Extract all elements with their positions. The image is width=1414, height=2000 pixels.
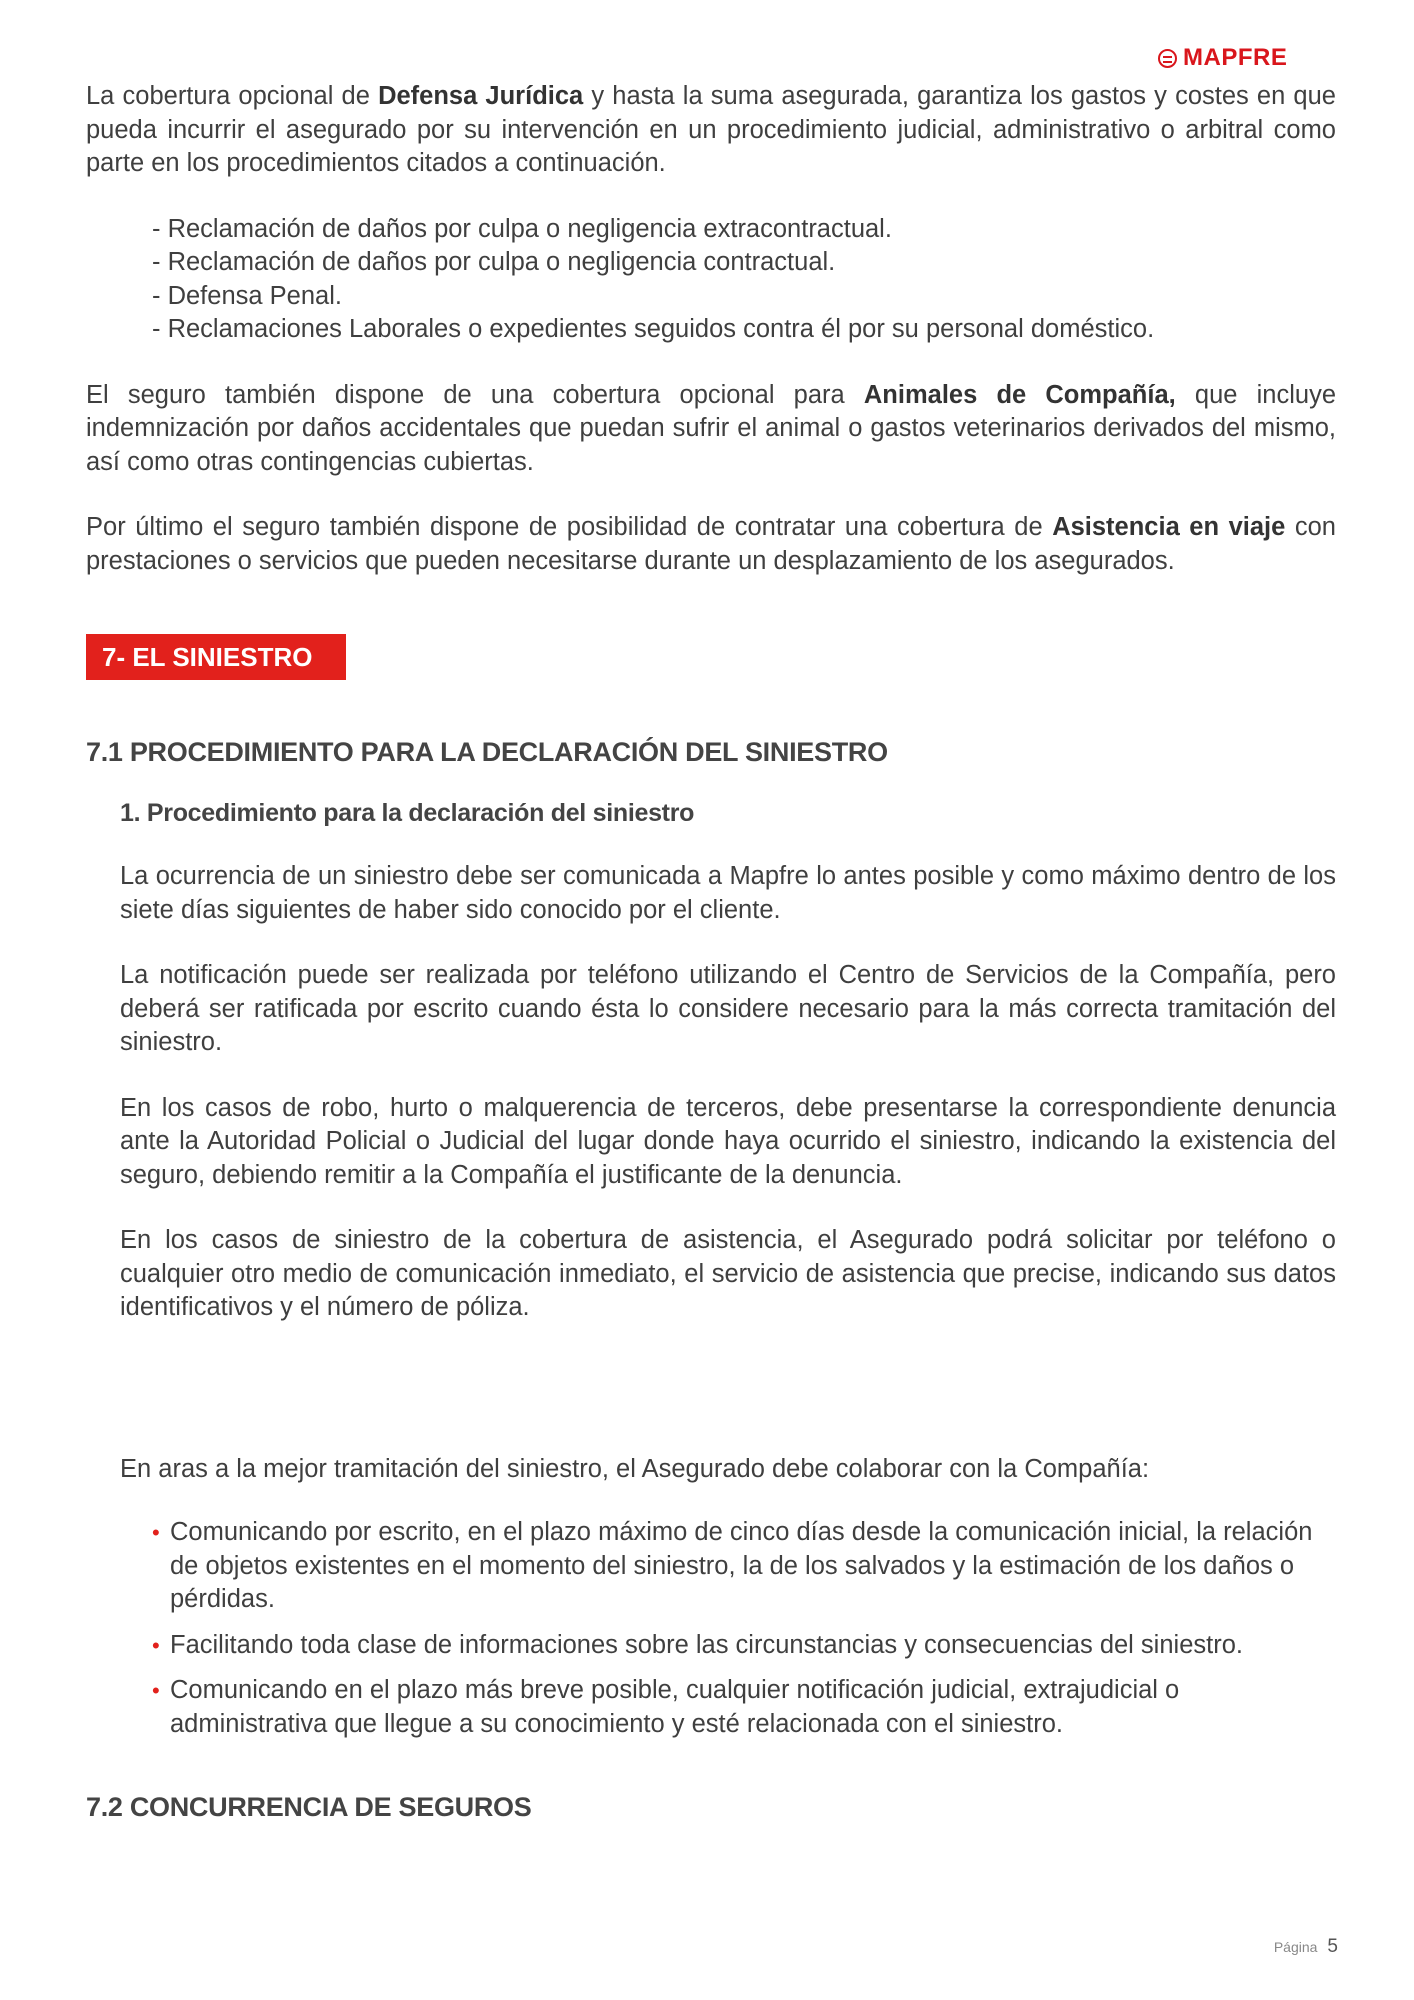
text: El seguro también dispone de una cobertura opcional para — [86, 380, 864, 409]
defensa-juridica-paragraph — [86, 80, 1336, 181]
page-footer — [1274, 1936, 1338, 1958]
list-item: - Defensa Penal. — [152, 281, 342, 310]
list-item — [152, 1629, 1336, 1663]
paragraph: En los casos de siniestro de la cobertura de asistencia, el Asegurado podrá solicitar por teléfono o cualquier otro medio de comunicación inmediato, el servicio de asistencia que precise, indicando sus datos identificativos y el número de póliza. — [120, 1226, 1336, 1321]
bullet-icon: • — [152, 1520, 160, 1545]
procedure-paragraphs — [86, 860, 1336, 1486]
list-item: - Reclamaciones Laborales o expedientes seguidos contra él por su personal doméstico. — [152, 315, 1155, 343]
list-item: - Reclamación de daños por culpa o negligencia extracontractual. — [152, 214, 892, 243]
section-7-2-title: 7.2 CONCURRENCIA DE SEGUROS — [86, 1792, 532, 1822]
page-content — [86, 80, 1336, 1825]
collaboration-list — [86, 1516, 1336, 1741]
text: que incluye indemnización por daños accidentales que puedan sufrir el animal o gastos veterinarios derivados del mismo, así como otras contingencias cubiertas. — [86, 380, 1336, 476]
page-label: Página — [1273, 1939, 1318, 1955]
section-7-1-title: 7.1 PROCEDIMIENTO PARA LA DECLARACIÓN DEL SINIESTRO — [86, 737, 888, 767]
list-item — [152, 1674, 1336, 1741]
animales-paragraph — [86, 379, 1336, 480]
subsection-title: 1. Procedimiento para la declaración del siniestro — [120, 799, 695, 827]
section-title: 7- EL SINIESTRO — [86, 634, 346, 680]
bold-term: Asistencia en viaje — [1052, 513, 1286, 541]
mapfre-logo — [1158, 44, 1287, 72]
section-badge — [86, 634, 1336, 680]
asistencia-paragraph — [86, 511, 1336, 578]
text: con prestaciones o servicios que pueden necesitarse durante un desplazamiento de los asegurados. — [86, 513, 1336, 575]
bold-term: Animales de Compañía, — [863, 380, 1176, 409]
list-item-text: Facilitando toda clase de informaciones sobre las circunstancias y consecuencias del siniestro. — [170, 1630, 1243, 1659]
bullet-icon: • — [152, 1678, 160, 1703]
mapfre-emblem-icon — [1158, 49, 1177, 68]
list-item: - Reclamación de daños por culpa o negligencia contractual. — [152, 248, 836, 276]
list-item-text: Comunicando en el plazo más breve posible, cualquier notificación judicial, extrajudicial o administrativa que llegue a su conocimiento y esté relacionada con el siniestro. — [170, 1676, 1180, 1738]
paragraph: La notificación puede ser realizada por teléfono utilizando el Centro de Servicios de la Compañía, pero deberá ser ratificada por escrito cuando ésta lo considere necesario para la más correcta tramitación del siniestro. — [120, 961, 1336, 1056]
bold-term: Defensa Jurídica — [378, 82, 584, 110]
paragraph: En los casos de robo, hurto o malquerencia de terceros, debe presentarse la correspondiente denuncia ante la Autoridad Policial o Judicial del lugar donde haya ocurrido el siniestro, indicando la existencia del seguro, debiendo remitir a la Compañía el justificante de la denuncia. — [120, 1093, 1336, 1189]
list-item-text: Comunicando por escrito, en el plazo máximo de cinco días desde la comunicación inicial, la relación de objetos existentes en el momento del siniestro, la de los salvados y la estimación de los daños o pérdidas. — [170, 1518, 1313, 1613]
procedures-list — [86, 213, 1336, 347]
list-item — [152, 1516, 1336, 1617]
bullet-icon: • — [152, 1632, 160, 1658]
text: Por último el seguro también dispone de posibilidad de contratar una cobertura de — [86, 513, 1053, 541]
paragraph: La ocurrencia de un siniestro debe ser comunicada a Mapfre lo antes posible y como máximo dentro de los siete días siguientes de haber sido conocido por el cliente. — [120, 862, 1336, 924]
collaboration-intro: En aras a la mejor tramitación del siniestro, el Asegurado debe colaborar con la Compañía: — [120, 1454, 1150, 1483]
page-number: 5 — [1327, 1936, 1338, 1957]
text: y hasta la suma asegurada, garantiza los gastos y costes en que pueda incurrir el asegurado por su intervención en un procedimiento judicial, administrativo o arbitral como parte en los procedimientos citados a continuación. — [86, 82, 1336, 177]
brand-name: MAPFRE — [1183, 44, 1288, 71]
text: La cobertura opcional de — [86, 82, 379, 110]
